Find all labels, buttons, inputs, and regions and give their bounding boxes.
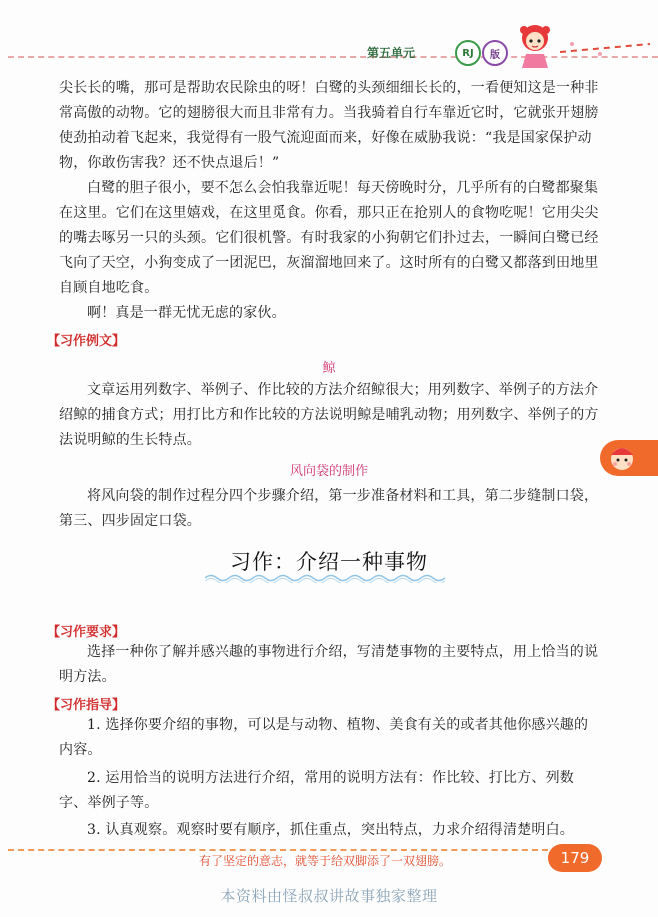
example-whale-summary: 文章运用列数字、举例子、作比较的方法介绍鲸很大；用列数字、举例子的方法介绍鲸的捕食方式；用打比方和作比较的方法说明鲸是哺乳动物；用列数字、举例子的方法说明鲸的生长特点。: [59, 382, 599, 448]
requirements-body: 选择一种你了解并感兴趣的事物进行介绍，写清楚事物的主要特点，用上恰当的说明方法。: [59, 644, 599, 685]
requirements-tag: 【习作要求】: [47, 625, 126, 640]
unit-label: 第五单元: [367, 46, 416, 60]
edition-badge: 版: [482, 40, 508, 66]
mascot-girl-icon: [512, 20, 558, 70]
page-number: 179: [548, 844, 602, 872]
example-essay-tag: 【习作例文】: [47, 334, 126, 349]
example-windsock-summary: 将风向袋的制作过程分四个步骤介绍，第一步准备材料和工具，第二步缝制口袋，第三、四步固定口袋。: [59, 488, 599, 529]
guidance-tag: 【习作指导】: [47, 698, 126, 713]
guidance-item-1: 1. 选择你要介绍的事物，可以是与动物、植物、美食有关的或者其他你感兴趣的内容。: [59, 717, 589, 758]
source-note: 本资料由怪叔叔讲故事独家整理: [220, 887, 438, 905]
guidance-item-2: 2. 运用恰当的说明方法进行介绍，常用的说明方法有：作比较、打比方、列数字、举例子等。: [59, 770, 575, 811]
footer-divider: [8, 849, 548, 851]
rj-badge: RJ: [455, 40, 481, 66]
essay-paragraph-2: 白鹭的胆子很小，要不怎么会怕我靠近呢！每天傍晚时分，几乎所有的白鹭都聚集在这里。它们在这里嬉戏，在这里觅食。你看，那只正在抢别人的食物吃呢！它用尖尖的嘴去啄另一只的头颈。它们很机警。有时我家的小狗朝它们扑过去，一瞬间白鹭已经飞向了天空，小狗变成了一团泥巴，灰溜溜地回来了。这时所有的白鹭又都落到田地里自顾自地吃食。: [59, 180, 599, 296]
essay-paragraph-3: 啊！真是一群无忧无虑的家伙。: [87, 305, 286, 321]
essay-paragraph-1: 尖长长的嘴，那可是帮助农民除虫的呀！白鹭的头颈细细长长的，一看便知这是一种非常高傲的动物。它的翅膀很大而且非常有力。当我骑着自行车靠近它时，它就张开翅膀使劲拍动着飞起来，我觉得有一股气流迎面而来，好像在威胁我说：“我是国家保护动物，你敢伤害我？还不快点退后！”: [59, 80, 599, 171]
mascot-face-icon: [608, 443, 636, 473]
title-underline-wave: [205, 573, 449, 583]
example-title-windsock: 风向袋的制作: [289, 464, 368, 479]
section-title: 习作：介绍一种事物: [230, 550, 428, 574]
example-title-whale: 鲸: [322, 361, 336, 376]
footer-motto: 有了坚定的意志，就等于给双脚添了一双翅膀。: [198, 854, 451, 868]
header-decoration: [560, 38, 650, 58]
guidance-item-3: 3. 认真观察。观察时要有顺序，抓住重点，突出特点，力求介绍得清楚明白。: [87, 822, 575, 838]
